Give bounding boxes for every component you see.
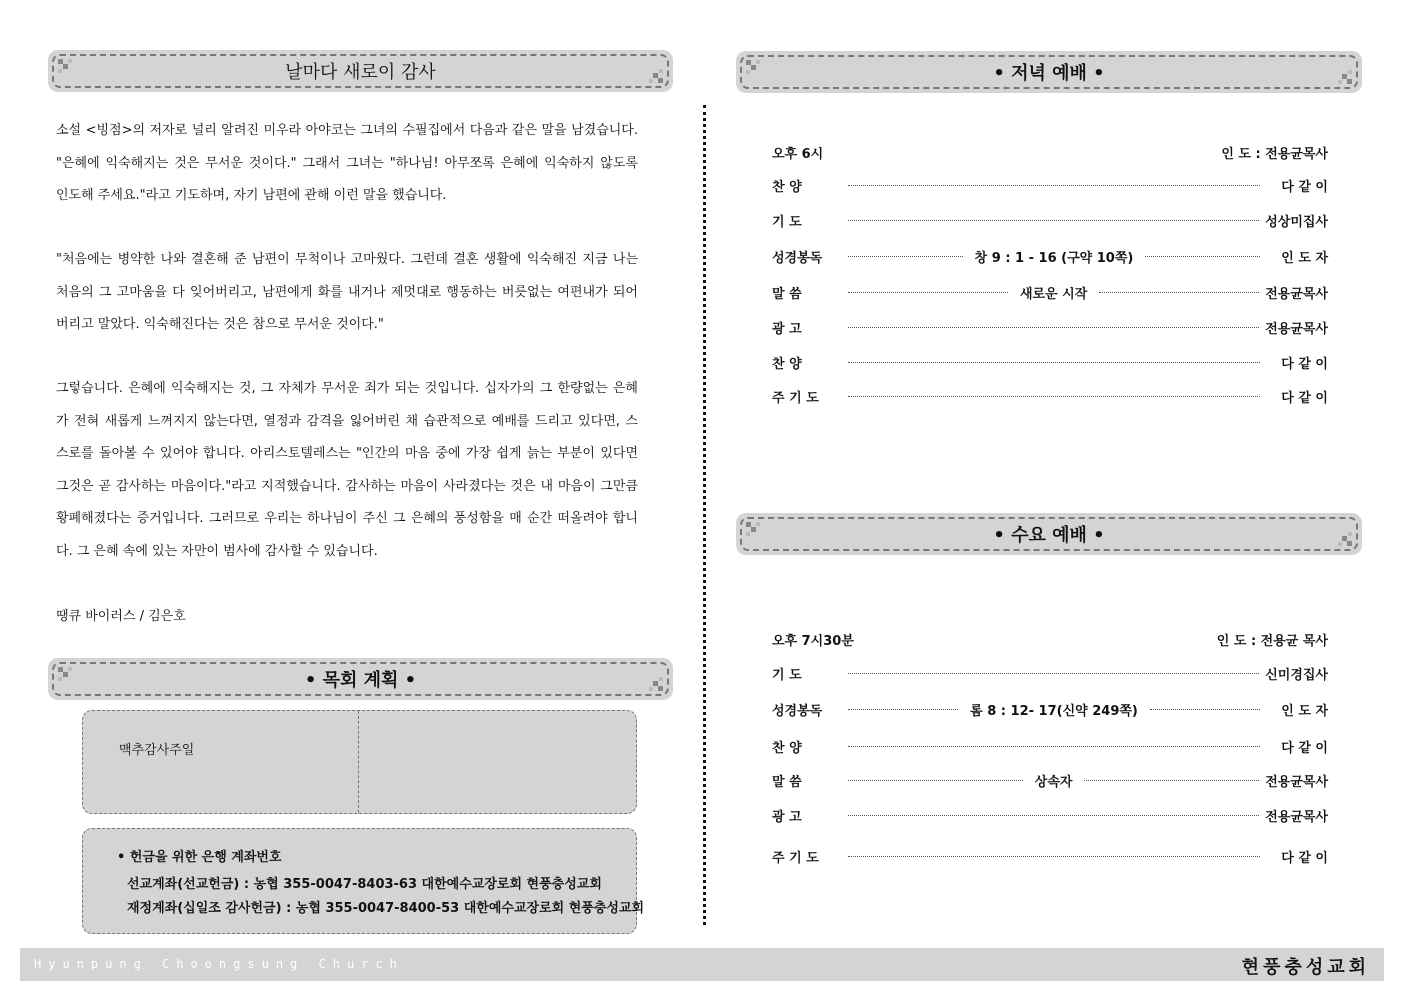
leader-dots bbox=[848, 220, 1259, 221]
meditation-paragraph-1: 소설 <빙점>의 저자로 널리 알려진 미우라 아야코는 그녀의 수필집에서 다음과 같은 말을 남겼습니다. "은혜에 익숙해지는 것은 무서운 것이다." 그래서 그녀는 "하나님! 아무쪼록 은혜에 익숙하지 않도록 인도해 주세요."라고 기도하며, 자기 남편에 관해 이런 말을 했습니다. bbox=[56, 123, 638, 203]
order-person: 다 같 이 bbox=[1281, 390, 1328, 406]
meditation-paragraph-2: "처음에는 병약한 나와 결혼해 준 남편이 무척이나 고마웠다. 그런데 결혼 생활에 익숙해진 지금 나는 처음의 그 고마움을 다 잊어버리고, 남편에게 화를 내거나 제멋대로 행동하는 버릇없는 여편내가 되어 버리고 말았다. 익숙해진다는 것은 참으로 무서운 것이다." bbox=[56, 252, 638, 332]
evening-order-row bbox=[772, 317, 1328, 337]
meditation-paragraph-3: 그렇습니다. 은혜에 익숙해지는 것, 그 자체가 무서운 죄가 되는 것입니다. 십자가의 그 한량없는 은혜 가 전혀 새롭게 느껴지지 않는다면, 열정과 감격을 잃어버린 채 습관적으로 예배를 드리고 있다면, 스 스로를 돌아볼 수 있어야 합니다. 아리스토텔레스는 "인간의 마음 중에 가장 쉽게 늙는 부분이 있다면 그것은 곧 감사하는 마음이다."라고 지적했습니다. 감사하는 마음이 사라졌다는 것은 내 마음이 그만큼 황폐해졌다는 증거입니다. 그러므로 우리는 하나님이 주신 그 은혜의 풍성함을 매 순간 떠올려야 합니 다. 그 은혜 속에 있는 자만이 범사에 감사할 수 있습니다. bbox=[56, 381, 638, 559]
bank-title: • 헌금을 위한 은행 계좌번호 bbox=[117, 850, 282, 865]
wednesday-order-row bbox=[772, 699, 1328, 719]
order-item: 기 도 bbox=[772, 667, 802, 683]
order-item: 말 씀 bbox=[772, 774, 802, 790]
order-item: 기 도 bbox=[772, 214, 802, 230]
order-item: 광 고 bbox=[772, 809, 802, 825]
order-person: 다 같 이 bbox=[1281, 850, 1328, 866]
order-person: 인 도 자 bbox=[1281, 703, 1329, 719]
evening-title-bar bbox=[736, 51, 1362, 93]
order-item: 성경봉독 bbox=[772, 250, 823, 266]
order-person: 전용균목사 bbox=[1265, 809, 1328, 825]
wednesday-order-row bbox=[772, 736, 1328, 756]
order-person: 인 도 자 bbox=[1281, 250, 1329, 266]
order-detail: 창 9 : 1 - 16 (구약 10쪽) bbox=[974, 250, 1134, 266]
bank-line-finance: 재정계좌(십일조 감사헌금) : 농협 355-0047-8400-53 대한예수교장로회 현풍충성교회 bbox=[127, 901, 645, 916]
leader-dots bbox=[848, 362, 1260, 363]
order-item: 주 기 도 bbox=[772, 850, 819, 866]
order-item: 찬 양 bbox=[772, 179, 802, 195]
evening-title: • 저녁 예배 • bbox=[993, 63, 1105, 84]
leader-dots bbox=[848, 292, 1008, 293]
evening-time: 오후 6시 bbox=[772, 147, 824, 162]
pastoral-plan-text: 맥추감사주일 bbox=[119, 743, 195, 758]
evening-order-row bbox=[772, 210, 1328, 230]
order-detail: 새로운 시작 bbox=[1019, 286, 1088, 302]
evening-leader: 인 도 : 전용균목사 bbox=[1221, 147, 1328, 162]
wednesday-title-bar bbox=[736, 513, 1362, 555]
leader-dots bbox=[1150, 709, 1260, 710]
order-item: 찬 양 bbox=[772, 356, 802, 372]
order-person: 전용균목사 bbox=[1265, 774, 1329, 790]
evening-order-row bbox=[772, 246, 1328, 266]
leader-dots bbox=[848, 856, 1260, 857]
order-person: 다 같 이 bbox=[1281, 740, 1328, 756]
order-item: 찬 양 bbox=[772, 740, 802, 756]
evening-order-row bbox=[772, 175, 1328, 195]
leader-dots bbox=[1099, 292, 1259, 293]
footer-church-ko: 현풍충성교회 bbox=[1241, 957, 1370, 978]
leader-dots bbox=[848, 709, 958, 710]
bank-account-box bbox=[82, 828, 645, 934]
evening-order-row bbox=[772, 282, 1328, 302]
leader-dots bbox=[848, 746, 1260, 747]
order-person: 다 같 이 bbox=[1281, 179, 1328, 195]
order-item: 광 고 bbox=[772, 321, 802, 337]
order-person: 다 같 이 bbox=[1281, 356, 1328, 372]
leader-dots bbox=[848, 256, 963, 257]
leader-dots bbox=[848, 327, 1259, 328]
column-divider bbox=[703, 105, 706, 925]
leader-dots bbox=[848, 815, 1259, 816]
footer-bar bbox=[20, 948, 1384, 981]
meditation-title: 날마다 새로이 감사 bbox=[285, 62, 436, 83]
order-person: 전용균목사 bbox=[1265, 321, 1328, 337]
wednesday-time: 오후 7시30분 bbox=[772, 634, 854, 649]
order-person: 성상미집사 bbox=[1265, 214, 1328, 230]
order-item: 성경봉독 bbox=[772, 703, 823, 719]
footer-church-en: Hyunpung Choongsung Church bbox=[34, 957, 404, 971]
wednesday-order-row bbox=[772, 805, 1328, 825]
wednesday-order-row bbox=[772, 846, 1328, 866]
order-detail: 상속자 bbox=[1034, 774, 1073, 790]
order-detail: 롬 8 : 12- 17(신약 249쪽) bbox=[970, 703, 1138, 719]
wednesday-order-row bbox=[772, 770, 1328, 790]
leader-dots bbox=[848, 185, 1260, 186]
wednesday-title: • 수요 예배 • bbox=[993, 525, 1105, 546]
leader-dots bbox=[848, 396, 1260, 397]
order-person: 전용균목사 bbox=[1265, 286, 1328, 302]
wednesday-leader: 인 도 : 전용균 목사 bbox=[1216, 634, 1328, 649]
order-item: 주 기 도 bbox=[772, 390, 819, 406]
pastoral-title-bar bbox=[48, 658, 673, 700]
wednesday-order-row bbox=[772, 663, 1328, 683]
pastoral-plan-box bbox=[82, 710, 637, 814]
order-person: 신미경집사 bbox=[1265, 667, 1328, 683]
leader-dots bbox=[1084, 780, 1259, 781]
meditation-source: 땡큐 바이러스 / 김은호 bbox=[56, 609, 186, 624]
leader-dots bbox=[848, 780, 1023, 781]
bank-line-mission: 선교계좌(선교헌금) : 농협 355-0047-8403-63 대한예수교장로회 현풍충성교회 bbox=[127, 877, 602, 892]
leader-dots bbox=[1145, 256, 1260, 257]
pastoral-title: • 목회 계획 • bbox=[304, 670, 417, 691]
evening-order-row bbox=[772, 352, 1328, 372]
evening-order-row bbox=[772, 386, 1328, 406]
leader-dots bbox=[848, 673, 1259, 674]
meditation-title-bar bbox=[48, 50, 673, 92]
order-item: 말 씀 bbox=[772, 286, 802, 302]
